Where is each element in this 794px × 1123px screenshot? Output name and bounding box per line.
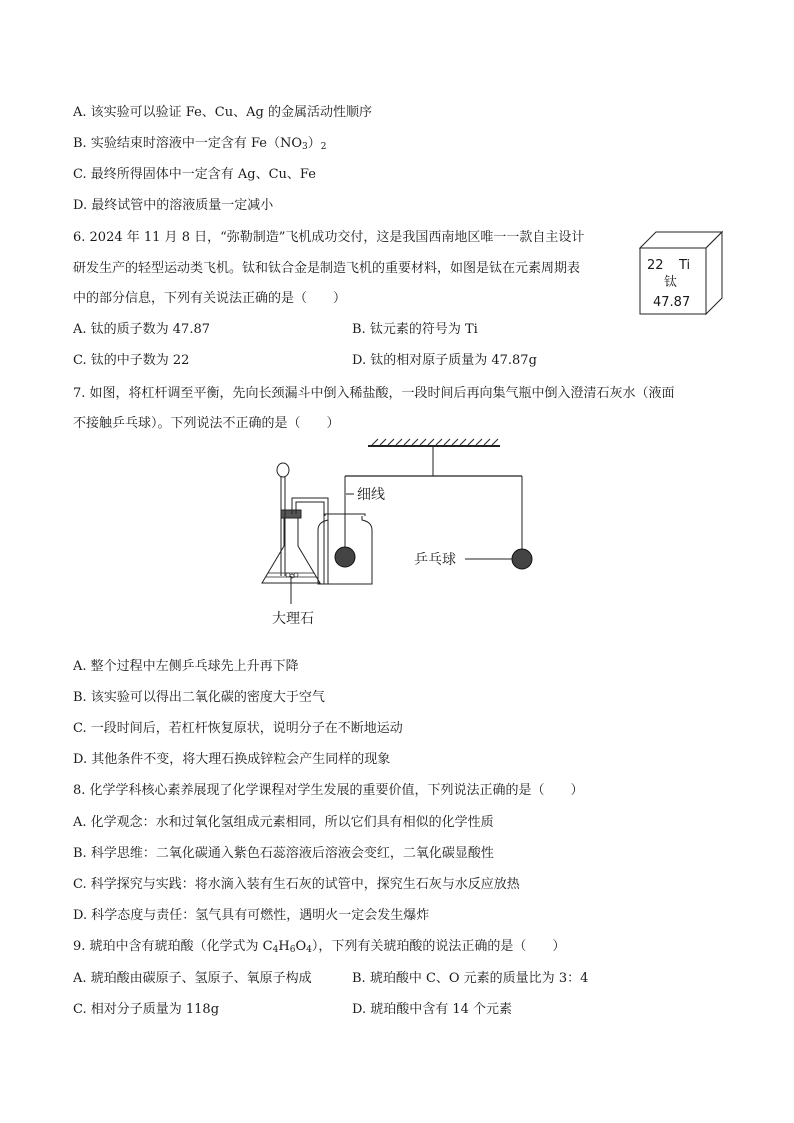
q6-stem-3: 中的部分信息，下列有关说法正确的是（ ）: [73, 291, 347, 306]
q6-option-c: C. 钛的中子数为 22: [73, 353, 190, 368]
q7-stem-1: 7. 如图，将杠杆调至平衡，先向长颈漏斗中倒入稀盐酸，一段时间后再向集气瓶中倒入澄清石灰水（液面: [73, 386, 675, 401]
q6-stem-2: 研发生产的轻型运动类飞机。钛和钛合金是制造飞机的重要材料，如图是钛在元素周期表: [73, 261, 581, 276]
q7-option-b: B. 该实验可以得出二氧化碳的密度大于空气: [73, 690, 325, 705]
ping-pong-label: 乒乓球: [414, 552, 456, 568]
q6-option-a: A. 钛的质子数为 47.87: [73, 322, 211, 337]
q6-stem-1: 6. 2024 年 11 月 8 日，“弥勒制造”飞机成功交付，这是我国西南地区唯一一款自主设计: [73, 230, 585, 245]
q9-option-c: C. 相对分子质量为 118g: [73, 1002, 220, 1017]
q7-option-a: A. 整个过程中左侧乒乓球先上升再下降: [73, 659, 299, 674]
q7-option-d: D. 其他条件不变，将大理石换成锌粒会产生同样的现象: [73, 752, 391, 767]
right-ping-pong-ball: [512, 549, 532, 569]
q6-option-b: B. 钛元素的符号为 Ti: [352, 322, 478, 337]
q5-option-a: A. 该实验可以验证 Fe、Cu、Ag 的金属活动性顺序: [73, 105, 372, 120]
q9-option-d: D. 琥珀酸中含有 14 个元素: [352, 1002, 513, 1017]
q5-option-c: C. 最终所得固体中一定含有 Ag、Cu、Fe: [73, 167, 316, 182]
element-name: 钛: [664, 275, 678, 290]
element-symbol: Ti: [679, 258, 691, 273]
left-ping-pong-ball: [335, 547, 355, 567]
q8-option-b: B. 科学思维：二氧化碳通入紫色石蕊溶液后溶液会变红，二氧化碳显酸性: [73, 846, 494, 861]
q8-option-d: D. 科学态度与责任：氢气具有可燃性，遇明火一定会发生爆炸: [73, 908, 430, 923]
q8-stem: 8. 化学学科核心素养展现了化学课程对学生发展的重要价值，下列说法正确的是（ ）: [73, 783, 584, 798]
marble-label: 大理石: [272, 611, 314, 627]
q5-option-d: D. 最终试管中的溶液质量一定减小: [73, 198, 274, 213]
q9-option-b: B. 琥珀酸中 C、O 元素的质量比为 3：4: [352, 971, 589, 986]
q8-option-c: C. 科学探究与实践：将水滴入装有生石灰的试管中，探究生石灰与水反应放热: [73, 877, 520, 892]
lever-apparatus-diagram: [250, 436, 550, 636]
q9-stem: 9. 琥珀中含有琥珀酸（化学式为 $C_4H_6O_4$），下列有关琥珀酸的说法正确的是（ ）: [73, 939, 566, 955]
q9-option-a: A. 琥珀酸由碳原子、氢原子、氧原子构成: [73, 971, 312, 986]
q7-stem-2: 不接触乒乓球）。下列说法不正确的是（ ）: [73, 416, 340, 431]
q6-option-d: D. 钛的相对原子质量为 47.87g: [352, 353, 537, 368]
q5-option-b: B. 实验结束时溶液中一定含有 $Fe(NO_3)_2$: [73, 136, 327, 152]
thread-label: 细线: [357, 487, 385, 503]
element-mass: 47.87: [653, 295, 691, 310]
q7-option-c: C. 一段时间后，若杠杆恢复原状，说明分子在不断地运动: [73, 721, 403, 736]
q8-option-a: A. 化学观念：水和过氧化氢组成元素相同，所以它们具有相似的化学性质: [73, 815, 494, 830]
titanium-element-box: [636, 228, 726, 318]
element-number: 22: [647, 258, 664, 273]
